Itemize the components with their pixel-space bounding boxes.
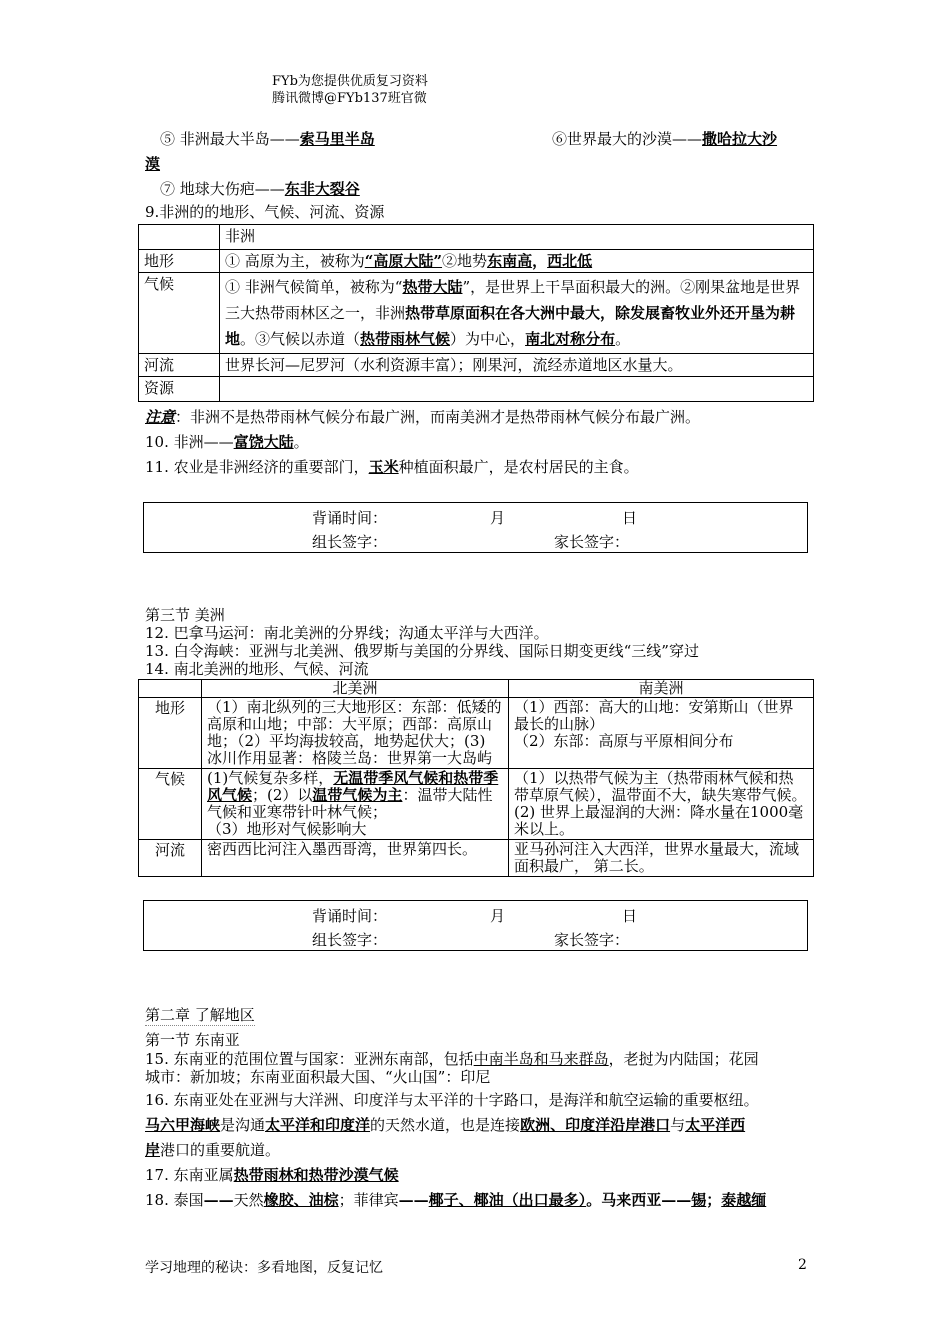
- section-3-title: 第三节 美洲: [145, 606, 225, 624]
- month-label: 月: [490, 509, 506, 527]
- item-16-line-2: 马六甲海峡是沟通太平洋和印度洋的天然水道，也是连接欧洲、印度洋沿岸港口与太平洋西: [145, 1116, 746, 1134]
- header-line-1: FYb为您提供优质复习资料: [272, 74, 428, 89]
- chapter-2-section-1: 第一节 东南亚: [145, 1031, 240, 1049]
- americas-climate-label: 气候: [139, 769, 202, 840]
- item-6-cont: 漠: [145, 155, 161, 173]
- leader-sign-label: 组长签字：: [312, 533, 388, 551]
- south-terrain-cell: （1）西部：高大的山地：安第斯山（世界最长的山脉） （2）东部：高原与平原相间分布: [509, 698, 814, 769]
- river-label: 河流: [139, 354, 220, 377]
- day-label: 日: [622, 509, 638, 527]
- climate-label: 气候: [139, 273, 220, 354]
- item-16-line-1: 16. 东南亚处在亚洲与大洋洲、印度洋与太平洋的十字路口，是海洋和航空运输的重要枢纽。: [145, 1091, 759, 1109]
- item-15-line-1: 15. 东南亚的范围位置与国家：亚洲东南部，包括中南半岛和马来群岛，老挝为内陆国；花园: [145, 1050, 759, 1068]
- terrain-cell: ① 高原为主，被称为“高原大陆”②地势东南高，西北低: [220, 250, 814, 273]
- river-cell: 世界长河—尼罗河（水利资源丰富）；刚果河，流经赤道地区水量大。: [220, 354, 814, 377]
- item-12: 12. 巴拿马运河：南北美洲的分界线；沟通太平洋与大西洋。: [145, 624, 549, 642]
- recite-time-label-2: 背诵时间：: [312, 907, 388, 925]
- item-6: ⑥世界最大的沙漠——撒哈拉大沙: [552, 130, 778, 148]
- section-11: 11. 农业是非洲经济的重要部门，玉米种植面积最广，是农村居民的主食。: [145, 458, 639, 476]
- sign-box-1: [143, 502, 808, 553]
- north-climate-cell: (1)气候复杂多样，无温带季风气候和热带季风气候；(2）以温带气候为主：温带大陆性气候和亚寒带针叶林气候； （3）地形对气候影响大: [202, 769, 509, 840]
- north-america-header: 北美洲: [202, 680, 509, 698]
- parent-sign-label-2: 家长签字：: [554, 931, 630, 949]
- north-river-cell: 密西西比河注入墨西哥湾，世界第四长。: [202, 840, 509, 877]
- section-10: 10. 非洲——富饶大陆。: [145, 433, 309, 451]
- item-13: 13. 白令海峡：亚洲与北美洲、俄罗斯与美国的分界线、国际日期变更线“三线”穿过: [145, 642, 699, 660]
- terrain-label: 地形: [139, 250, 220, 273]
- south-america-header: 南美洲: [509, 680, 814, 698]
- day-label-2: 日: [622, 907, 638, 925]
- resource-label: 资源: [139, 377, 220, 402]
- item-16-line-3: 岸港口的重要航道。: [145, 1141, 281, 1159]
- africa-table: [138, 224, 814, 402]
- header-line-2: 腾讯微博@FYb137班官微: [272, 91, 427, 106]
- blank-cell: [139, 225, 220, 250]
- page-number: 2: [798, 1257, 807, 1273]
- item-17: 17. 东南亚属热带雨林和热带沙漠气候: [145, 1166, 399, 1184]
- item-14-title: 14. 南北美洲的地形、气候、河流: [145, 660, 369, 678]
- item-7: ⑦ 地球大伤疤——东非大裂谷: [160, 180, 360, 198]
- north-terrain-cell: （1）南北纵列的三大地形区：东部：低矮的高原和山地；中部：大平原；西部：高原山地；（2）平均海拔较高，地势起伏大；(3) 冰川作用显著：格陵兰岛：世界第一大岛屿: [202, 698, 509, 769]
- americas-river-label: 河流: [139, 840, 202, 877]
- sign-box-2: [143, 900, 808, 951]
- resource-cell: [220, 377, 814, 402]
- item-5: ⑤ 非洲最大半岛——索马里半岛: [160, 130, 375, 148]
- leader-sign-label-2: 组长签字：: [312, 931, 388, 949]
- footer-text: 学习地理的秘诀：多看地图，反复记忆: [145, 1260, 383, 1276]
- item-15-line-2: 城市：新加坡；东南亚面积最大国、“火山国”：印尼: [145, 1068, 491, 1086]
- section-9-title: 9.非洲的的地形、气候、河流、资源: [145, 203, 385, 221]
- africa-header: 非洲: [220, 225, 814, 250]
- americas-terrain-label: 地形: [139, 698, 202, 769]
- americas-table: [138, 679, 814, 877]
- item-18: 18. 泰国——天然橡胶、油棕；菲律宾——椰子、椰油（出口最多）。马来西亚——锡；泰越缅: [145, 1191, 767, 1209]
- recite-time-label: 背诵时间：: [312, 509, 388, 527]
- month-label-2: 月: [490, 907, 506, 925]
- south-climate-cell: （1）以热带气候为主（热带雨林气候和热带草原气候），温带面不大，缺失寒带气候。(2) 世界上最湿润的大洲：降水量在1000毫米以上。: [509, 769, 814, 840]
- south-river-cell: 亚马孙河注入大西洋，世界水量最大，流域面积最广， 第二长。: [509, 840, 814, 877]
- blank-cell-2: [139, 680, 202, 698]
- note: 注意：非洲不是热带雨林气候分布最广洲，而南美洲才是热带雨林气候分布最广洲。: [145, 408, 701, 426]
- chapter-2-title: 第二章 了解地区: [145, 1006, 255, 1024]
- parent-sign-label: 家长签字：: [554, 533, 630, 551]
- climate-cell: ① 非洲气候简单，被称为“热带大陆”，是世界上干旱面积最大的洲。②刚果盆地是世界三大热带雨林区之一，非洲热带草原面积在各大洲中最大，除发展畜牧业外还开垦为耕地。③气候以赤道（热带雨林气候）为中心，南北对称分布。: [220, 273, 814, 354]
